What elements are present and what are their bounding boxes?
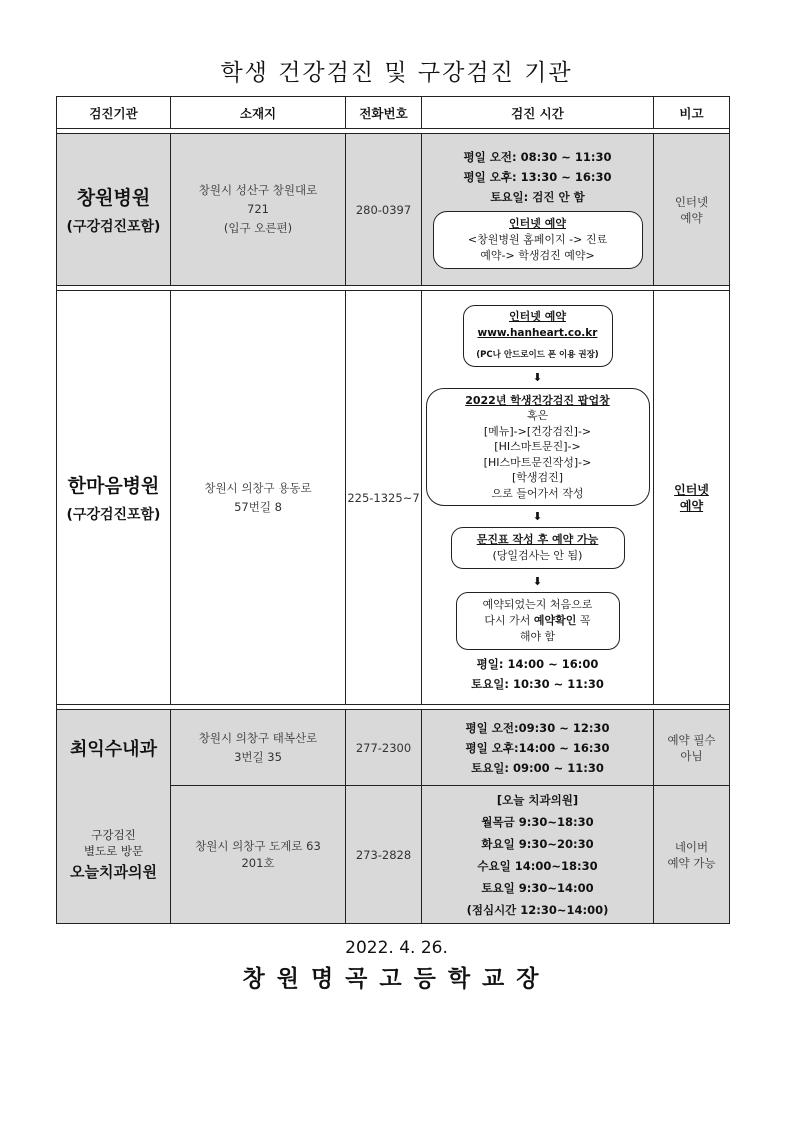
institution-sub: 구강검진: [91, 827, 136, 842]
box-line: [학생검진]: [511, 471, 564, 485]
institution-name: 창원병원: [76, 187, 151, 209]
header-phone: 전화번호: [346, 97, 422, 129]
hours-line: 평일: 14:00 ~ 16:00: [476, 657, 599, 672]
hours-cell: [422, 291, 654, 705]
note-line: 예약 필수: [667, 732, 716, 747]
hours-line: 월목금 9:30~18:30: [481, 814, 594, 829]
questionnaire-box: [451, 527, 625, 569]
address-line: 3번길 35: [234, 749, 282, 764]
institution-cell: [57, 710, 171, 786]
address-line: 201호: [241, 855, 275, 870]
address-cell: [171, 291, 346, 705]
page-title: 학생 건강검진 및 구강검진 기관: [220, 60, 573, 86]
address-line: (입구 오른편): [223, 221, 293, 235]
reservation-url[interactable]: www.hanheart.co.kr: [477, 326, 598, 339]
table-row: [57, 291, 730, 705]
institution-cell: [57, 134, 171, 286]
hours-line: 화요일 9:30~20:30: [481, 836, 594, 851]
hours-line: 토요일: 10:30 ~ 11:30: [471, 677, 604, 692]
address-line: 창원시 의창구 태복산로: [198, 730, 318, 745]
note-cell: [654, 710, 730, 786]
note-cell: [654, 134, 730, 286]
hours-line: 평일 오전:09:30 ~ 12:30: [465, 720, 610, 735]
hours-line: 평일 오후: 13:30 ~ 16:30: [463, 169, 612, 184]
confirm-box: [456, 592, 620, 650]
header-hours: 검진 시간: [422, 97, 654, 129]
box-emphasis: 예약확인: [533, 614, 577, 628]
box-line: 예약-> 학생검진 예약>: [480, 248, 595, 262]
note-line: 예약: [680, 210, 703, 225]
institution-cell: [57, 291, 171, 705]
reservation-box: [433, 211, 643, 269]
box-line: [HI스마트문진]->: [494, 440, 581, 454]
note-cell: [654, 291, 730, 705]
box-title: 인터넷 예약: [509, 309, 566, 323]
internet-reservation-box: [463, 305, 613, 367]
box-note: (PC나 안드로이드 폰 이용 권장): [476, 349, 599, 360]
institution-sub: 별도로 방문: [83, 843, 144, 858]
box-title: 문진표 작성 후 예약 가능: [476, 533, 599, 547]
hours-line: 수요일 14:00~18:30: [477, 858, 598, 873]
hours-line: 평일 오전: 08:30 ~ 11:30: [463, 149, 612, 164]
down-arrow-icon: ⬇: [532, 510, 543, 524]
note-line: 인터넷: [674, 482, 709, 497]
institution-cell: [57, 786, 171, 924]
address-cell: [171, 710, 346, 786]
note-line: 아님: [680, 748, 703, 763]
phone-cell: 280-0397: [346, 134, 422, 286]
institution-name: 한마음병원: [67, 475, 160, 497]
institution-sub: (구강검진포함): [66, 219, 161, 235]
box-line: [463, 613, 613, 629]
note-cell: [654, 786, 730, 924]
school-signature: 창원명곡고등학교장: [242, 966, 551, 992]
hours-line: 토요일: 09:00 ~ 11:30: [471, 760, 604, 775]
hours-line: 평일 오후:14:00 ~ 16:30: [465, 740, 610, 755]
box-line: [메뉴]->[건강검진]->: [483, 424, 592, 438]
note-line: 예약 가능: [667, 855, 716, 870]
box-line: <창원병원 홈페이지 -> 진료: [467, 232, 608, 246]
institution-table: [56, 96, 730, 924]
box-title: 2022년 학생건강검진 팝업창: [465, 393, 610, 407]
phone-cell: 277-2300: [346, 710, 422, 786]
table-row: [57, 134, 730, 286]
hours-line: [오늘 치과의원]: [496, 792, 579, 807]
table-header-row: [57, 97, 730, 129]
hours-cell: [422, 710, 654, 786]
box-line: 혹은: [526, 409, 549, 423]
note-line: 인터넷: [674, 194, 709, 209]
institution-sub: (구강검진포함): [66, 507, 161, 523]
address-cell: [171, 786, 346, 924]
address-line: 창원시 의창구 용동로: [204, 480, 312, 495]
down-arrow-icon: ⬇: [532, 575, 543, 589]
institution-name: 최익수내과: [70, 738, 157, 760]
box-line: (당일검사는 안 됨): [492, 549, 583, 563]
note-line: 네이버: [674, 839, 709, 854]
address-line: 창원시 의창구 도계로 63: [195, 838, 321, 853]
address-line: 57번길 8: [234, 499, 282, 514]
box-line: 해야 함: [519, 630, 556, 644]
address-line: 721: [247, 202, 269, 216]
box-text: 꼭: [576, 614, 591, 628]
hours-line: 토요일 9:30~14:00: [481, 880, 594, 895]
box-line: 예약되었는지 처음으로: [482, 598, 593, 612]
header-address: 소재지: [171, 97, 346, 129]
box-title: 인터넷 예약: [509, 216, 566, 230]
box-line: [HI스마트문진작성]->: [483, 455, 592, 469]
table-row: [57, 710, 730, 786]
down-arrow-icon: ⬇: [532, 370, 543, 384]
popup-box: [426, 388, 650, 507]
address-line: 창원시 성산구 창원대로: [198, 183, 318, 197]
institution-name: 오늘치과의원: [70, 862, 157, 881]
phone-cell: 225-1325~7: [346, 291, 422, 705]
hours-line: 토요일: 검진 안 함: [490, 189, 585, 204]
header-note: 비고: [654, 97, 730, 129]
box-text: 다시 가서: [484, 614, 534, 628]
address-cell: [171, 134, 346, 286]
hours-cell: [422, 134, 654, 286]
note-line: 예약: [679, 498, 704, 513]
hours-cell: [422, 786, 654, 924]
issue-date: 2022. 4. 26.: [345, 938, 448, 958]
box-line: 으로 들어가서 작성: [491, 486, 584, 500]
hours-line: (점심시간 12:30~14:00): [466, 902, 609, 917]
phone-cell: 273-2828: [346, 786, 422, 924]
header-institution: 검진기관: [57, 97, 171, 129]
table-row: [57, 786, 730, 924]
